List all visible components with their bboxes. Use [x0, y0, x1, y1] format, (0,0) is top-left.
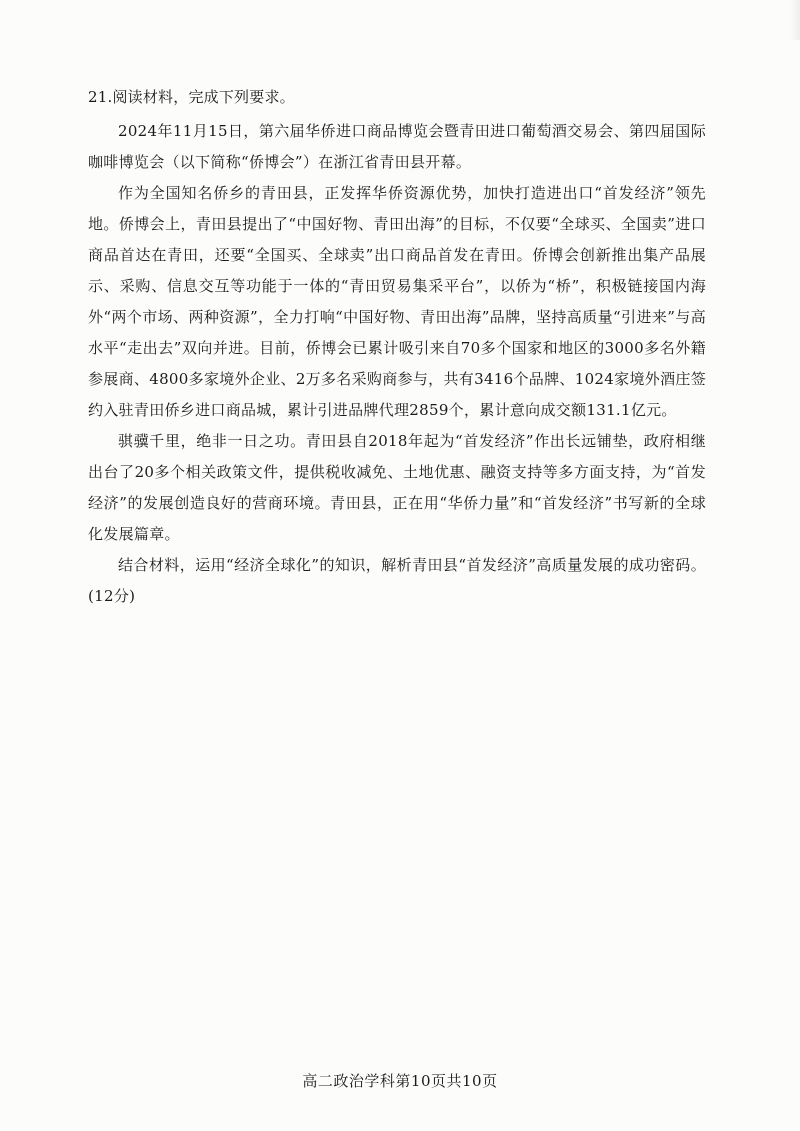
material-paragraph-1: 2024年11月15日，第六届华侨进口商品博览会暨青田进口葡萄酒交易会、第四届国际咖啡博览会（以下简称“侨博会”）在浙江省青田县开幕。 — [88, 122, 706, 171]
question-heading: 21.阅读材料，完成下列要求。 — [88, 88, 295, 106]
page-footer: 高二政治学科第10页共10页 — [302, 1072, 498, 1090]
scan-edge — [790, 0, 800, 40]
material-paragraph-3: 骐骥千里，绝非一日之功。青田县自2018年起为“首发经济”作出长远铺垫，政府相继出台了20多个相关政策文件，提供税收减免、土地优惠、融资支持等多方面支持，为“首发经济”的发展创造良好的营商环境。青田县，正在用“华侨力量”和“首发经济”书写新的全球化发展篇章。 — [88, 432, 706, 543]
material-paragraph-2: 作为全国知名侨乡的青田县，正发挥华侨资源优势，加快打造进出口“首发经济”领先地。侨博会上，青田县提出了“中国好物、青田出海”的目标，不仅要“全球买、全国卖”进口商品首达在青田，还要“全国买、全球卖”出口商品首发在青田。侨博会创新推出集产品展示、采购、信息交互等功能于一体的“青田贸易集采平台”，以侨为“桥”，积极链接国内海外“两个市场、两种资源”，全力打响“中国好物、青田出海”品牌，坚持高质量“引进来”与高水平“走出去”双向并进。目前，侨博会已累计吸引来自70多个国家和地区的3000多名外籍参展商、4800多家境外企业、2万多名采购商参与，共有3416个品牌、1024家境外酒庄签约入驻青田侨乡进口商品城，累计引进品牌代理2859个，累计意向成交额131.1亿元。 — [88, 184, 706, 419]
question-prompt: 结合材料，运用“经济全球化”的知识，解析青田县“首发经济”高质量发展的成功密码。(12分) — [88, 556, 706, 605]
question-block — [88, 84, 706, 612]
